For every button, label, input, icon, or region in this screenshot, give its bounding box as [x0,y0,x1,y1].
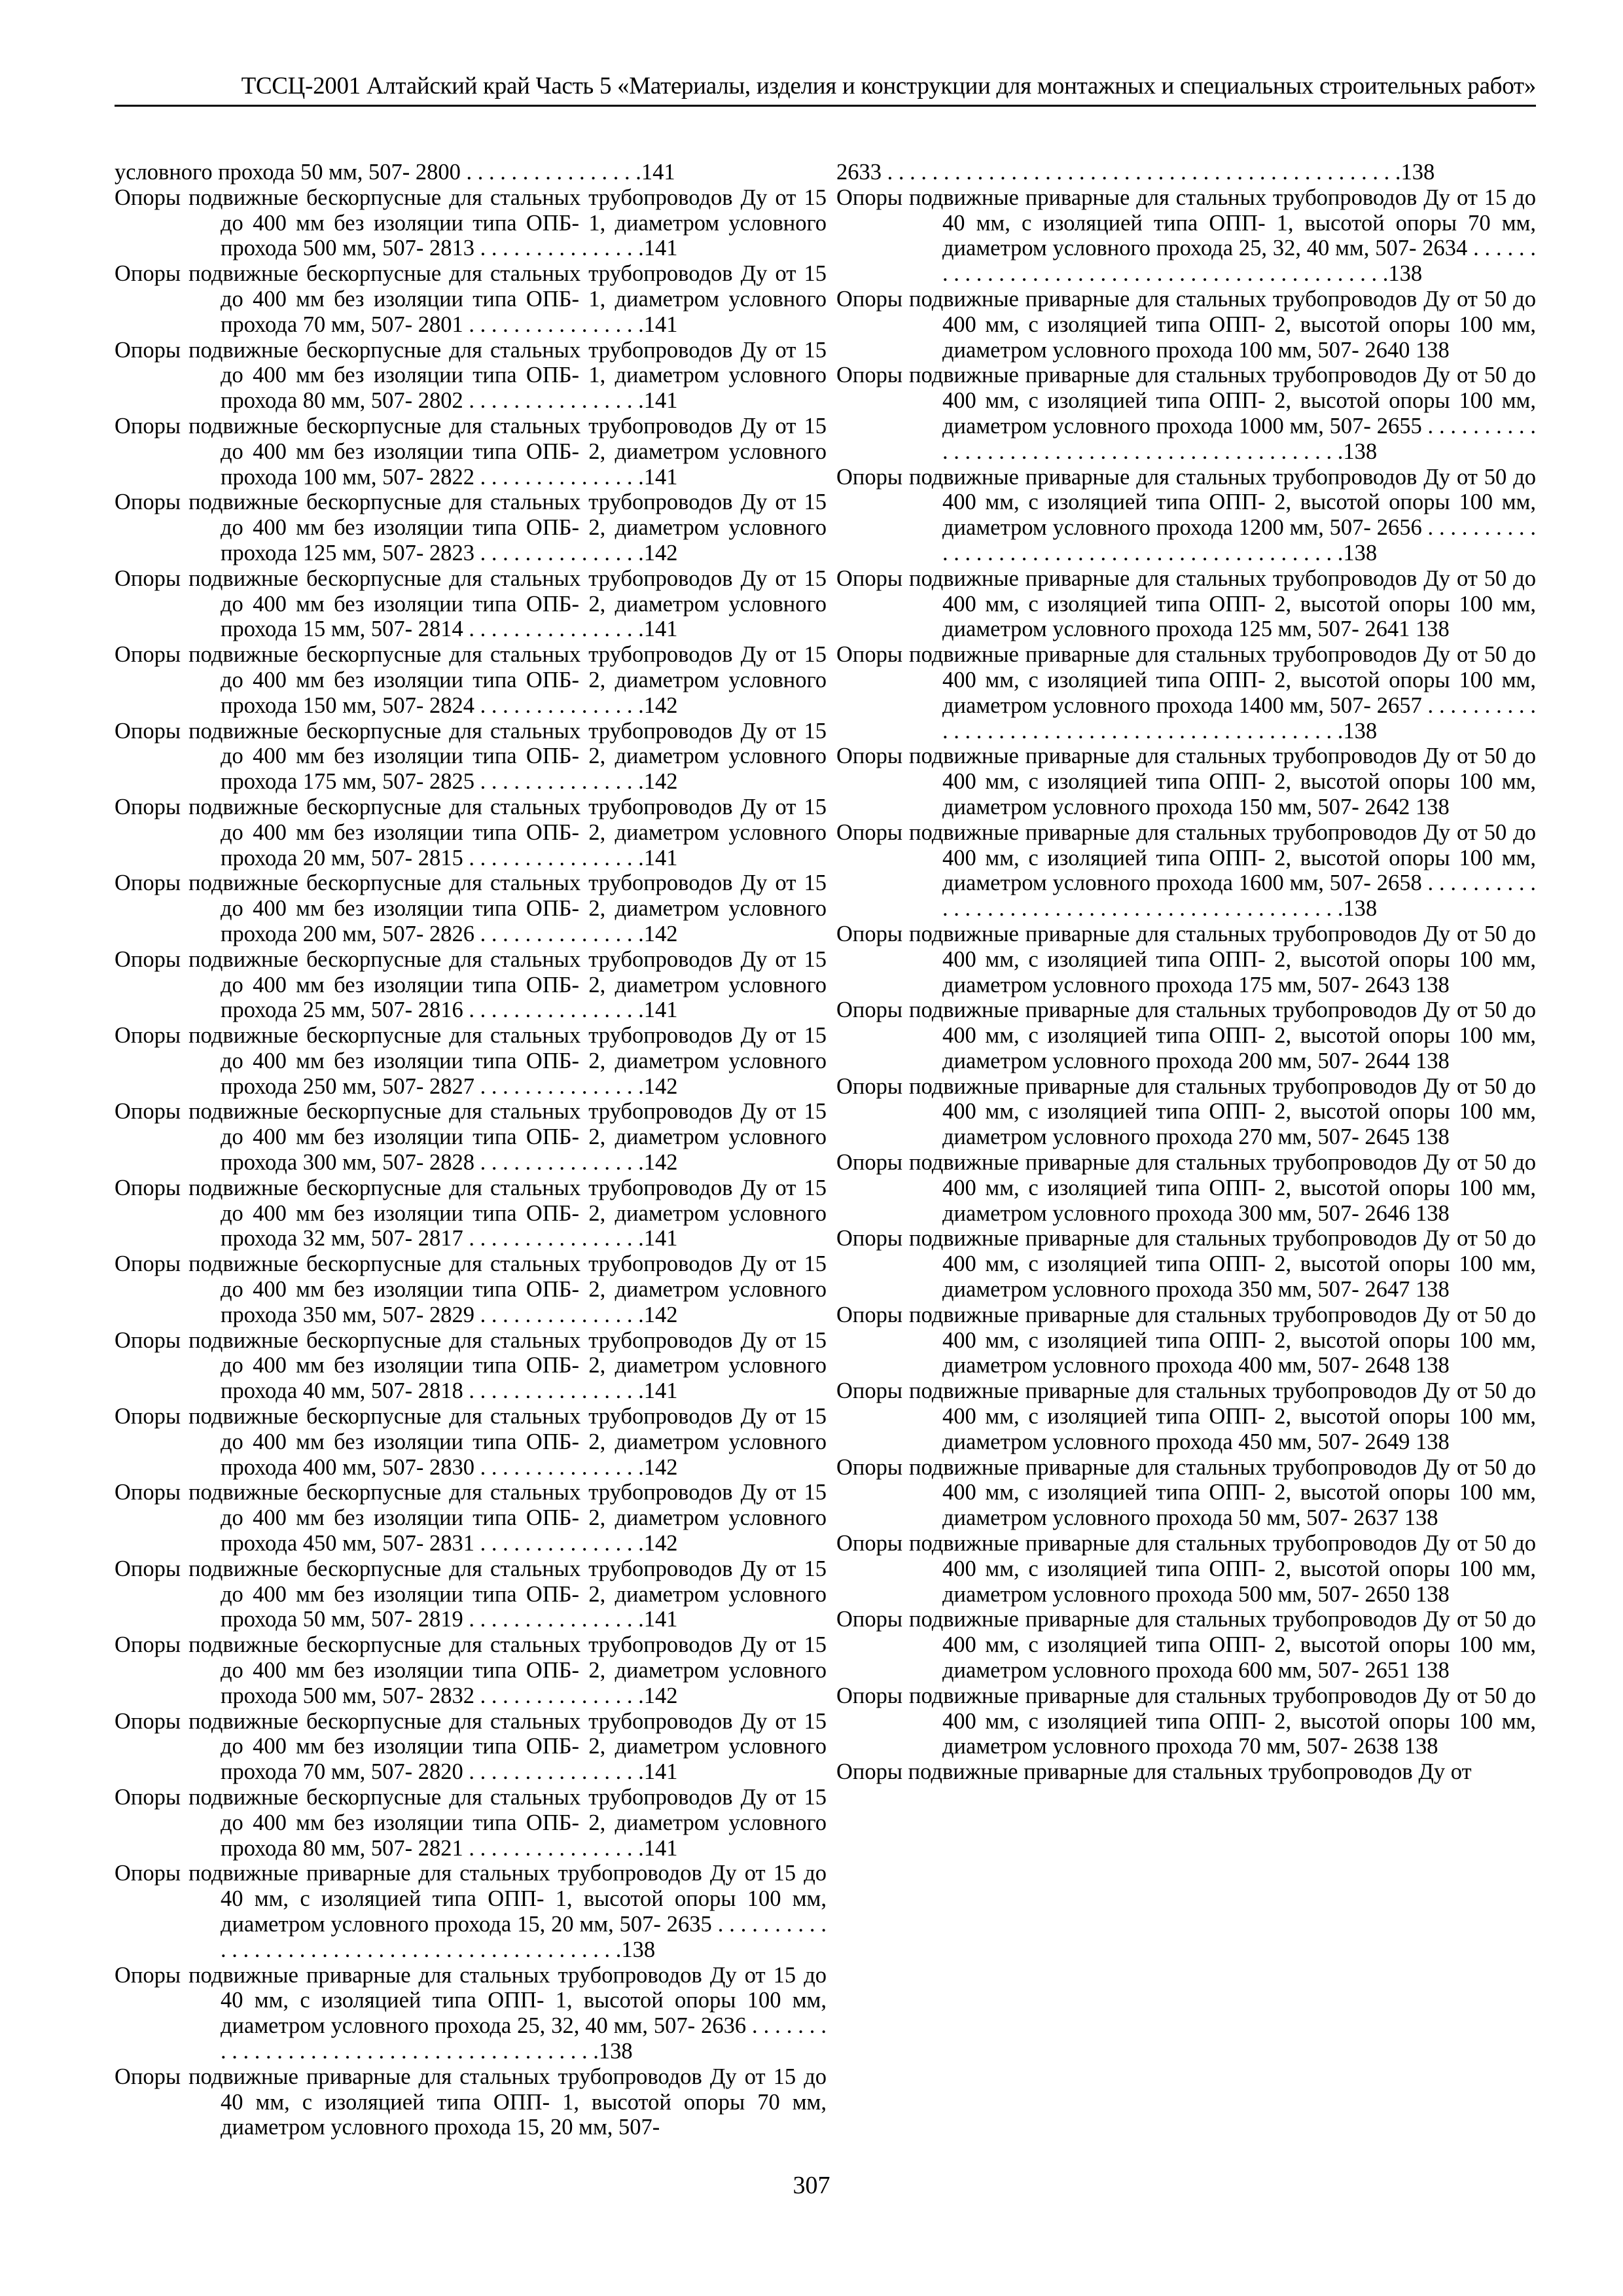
index-entry: Опоры подвижные приварные для стальных трубопроводов Ду от 50 до 400 мм, с изоляцией типа ОПП- 2, высотой опоры 100 мм, диаметром условного прохода 50 мм, 507- 2637 138 [836,1454,1536,1531]
index-entry: Опоры подвижные бескорпусные для стальных трубопроводов Ду от 15 до 400 мм без изоляции типа ОПБ- 2, диаметром условного прохода 150 мм, 507- 2824 . . . . . . . . . . . . . . .142 [115,642,827,718]
index-entry: Опоры подвижные приварные для стальных трубопроводов Ду от 50 до 400 мм, с изоляцией типа ОПП- 2, высотой опоры 100 мм, диаметром условного прохода 175 мм, 507- 2643 138 [836,921,1536,997]
index-entry: Опоры подвижные приварные для стальных трубопроводов Ду от 50 до 400 мм, с изоляцией типа ОПП- 2, высотой опоры 100 мм, диаметром условного прохода 1600 мм, 507- 2658 . . . . . . . . . . . . . . . . . . . . . . . . . . . . . . . . . . . . . . . . . . . . . .138 [836,819,1536,922]
index-entry: Опоры подвижные приварные для стальных трубопроводов Ду от 50 до 400 мм, с изоляцией типа ОПП- 2, высотой опоры 100 мм, диаметром условного прохода 1400 мм, 507- 2657 . . . . . . . . . . . . . . . . . . . . . . . . . . . . . . . . . . . . . . . . . . . . . .138 [836,642,1536,744]
index-entry: Опоры подвижные бескорпусные для стальных трубопроводов Ду от 15 до 400 мм без изоляции типа ОПБ- 2, диаметром условного прохода 70 мм, 507- 2820 . . . . . . . . . . . . . . . .141 [115,1708,827,1785]
index-entry: Опоры подвижные бескорпусные для стальных трубопроводов Ду от 15 до 400 мм без изоляции типа ОПБ- 2, диаметром условного прохода 50 мм, 507- 2819 . . . . . . . . . . . . . . . .141 [115,1556,827,1632]
index-entry: Опоры подвижные бескорпусные для стальных трубопроводов Ду от 15 до 400 мм без изоляции типа ОПБ- 2, диаметром условного прохода 25 мм, 507- 2816 . . . . . . . . . . . . . . . .141 [115,946,827,1023]
index-entry: 2633 . . . . . . . . . . . . . . . . . . . . . . . . . . . . . . . . . . . . . . . . . . . . . .138 [836,160,1435,185]
index-entry: Опоры подвижные приварные для стальных трубопроводов Ду от 50 до 400 мм, с изоляцией типа ОПП- 2, высотой опоры 100 мм, диаметром условного прохода 125 мм, 507- 2641 138 [836,565,1536,642]
index-entry: Опоры подвижные приварные для стальных трубопроводов Ду от 50 до 400 мм, с изоляцией типа ОПП- 2, высотой опоры 100 мм, диаметром условного прохода 400 мм, 507- 2648 138 [836,1302,1536,1378]
index-entry: Опоры подвижные приварные для стальных трубопроводов Ду от 50 до 400 мм, с изоляцией типа ОПП- 2, высотой опоры 100 мм, диаметром условного прохода 500 мм, 507- 2650 138 [836,1531,1536,1607]
index-entry: Опоры подвижные бескорпусные для стальных трубопроводов Ду от 15 до 400 мм без изоляции типа ОПБ- 2, диаметром условного прохода 20 мм, 507- 2815 . . . . . . . . . . . . . . . .141 [115,794,827,870]
index-entry: Опоры подвижные бескорпусные для стальных трубопроводов Ду от 15 до 400 мм без изоляции типа ОПБ- 2, диаметром условного прохода 300 мм, 507- 2828 . . . . . . . . . . . . . . .142 [115,1099,827,1175]
index-entry: Опоры подвижные приварные для стальных трубопроводов Ду от 50 до 400 мм, с изоляцией типа ОПП- 2, высотой опоры 100 мм, диаметром условного прохода 270 мм, 507- 2645 138 [836,1073,1536,1150]
index-entry: Опоры подвижные бескорпусные для стальных трубопроводов Ду от 15 до 400 мм без изоляции типа ОПБ- 2, диаметром условного прохода 125 мм, 507- 2823 . . . . . . . . . . . . . . .142 [115,490,827,565]
index-entry: Опоры подвижные бескорпусные для стальных трубопроводов Ду от 15 до 400 мм без изоляции типа ОПБ- 2, диаметром условного прохода 100 мм, 507- 2822 . . . . . . . . . . . . . . .141 [115,413,827,490]
index-entry: Опоры подвижные приварные для стальных трубопроводов Ду от 50 до 400 мм, с изоляцией типа ОПП- 2, высотой опоры 100 мм, диаметром условного прохода 1200 мм, 507- 2656 . . . . . . . . . . . . . . . . . . . . . . . . . . . . . . . . . . . . . . . . . . . . . .138 [836,464,1536,565]
index-entry: Опоры подвижные приварные для стальных трубопроводов Ду от 50 до 400 мм, с изоляцией типа ОПП- 2, высотой опоры 100 мм, диаметром условного прохода 150 мм, 507- 2642 138 [836,744,1536,819]
index-entry: Опоры подвижные приварные для стальных трубопроводов Ду от 15 до 40 мм, с изоляцией типа ОПП- 1, высотой опоры 70 мм, диаметром условного прохода 15, 20 мм, 507- [115,2064,827,2140]
page-header: ТССЦ-2001 Алтайский край Часть 5 «Материалы, изделия и конструкции для монтажных и специальных строительных работ» [241,73,1536,99]
index-entry: Опоры подвижные бескорпусные для стальных трубопроводов Ду от 15 до 400 мм без изоляции типа ОПБ- 1, диаметром условного прохода 70 мм, 507- 2801 . . . . . . . . . . . . . . . .141 [115,261,827,337]
index-entry: Опоры подвижные бескорпусные для стальных трубопроводов Ду от 15 до 400 мм без изоляции типа ОПБ- 1, диаметром условного прохода 80 мм, 507- 2802 . . . . . . . . . . . . . . . .141 [115,337,827,414]
page-number: 307 [793,2172,830,2199]
index-entry: Опоры подвижные приварные для стальных трубопроводов Ду от 15 до 40 мм, с изоляцией типа ОПП- 1, высотой опоры 70 мм, диаметром условного прохода 25, 32, 40 мм, 507- 2634 . . . . . . . . . . . . . . . . . . . . . . . . . . . . . . . . . . . . . . . . . . . . . .138 [836,185,1536,287]
header-rule [115,105,1536,107]
index-entry: Опоры подвижные бескорпусные для стальных трубопроводов Ду от 15 до 400 мм без изоляции типа ОПБ- 2, диаметром условного прохода 15 мм, 507- 2814 . . . . . . . . . . . . . . . .141 [115,565,827,642]
index-entry: Опоры подвижные приварные для стальных трубопроводов Ду от 15 до 40 мм, с изоляцией типа ОПП- 1, высотой опоры 100 мм, диаметром условного прохода 25, 32, 40 мм, 507- 2636 . . . . . . . . . . . . . . . . . . . . . . . . . . . . . . . . . . . . . . . . .138 [115,1962,827,2064]
index-entry: Опоры подвижные приварные для стальных трубопроводов Ду от 50 до 400 мм, с изоляцией типа ОПП- 2, высотой опоры 100 мм, диаметром условного прохода 200 мм, 507- 2644 138 [836,997,1536,1073]
index-entry: Опоры подвижные бескорпусные для стальных трубопроводов Ду от 15 до 400 мм без изоляции типа ОПБ- 2, диаметром условного прохода 200 мм, 507- 2826 . . . . . . . . . . . . . . .142 [115,870,827,946]
index-entry: Опоры подвижные приварные для стальных трубопроводов Ду от 50 до 400 мм, с изоляцией типа ОПП- 2, высотой опоры 100 мм, диаметром условного прохода 350 мм, 507- 2647 138 [836,1226,1536,1302]
index-entry: Опоры подвижные приварные для стальных трубопроводов Ду от 50 до 400 мм, с изоляцией типа ОПП- 2, высотой опоры 100 мм, диаметром условного прохода 300 мм, 507- 2646 138 [836,1150,1536,1226]
index-entry: Опоры подвижные бескорпусные для стальных трубопроводов Ду от 15 до 400 мм без изоляции типа ОПБ- 2, диаметром условного прохода 500 мм, 507- 2832 . . . . . . . . . . . . . . .142 [115,1632,827,1708]
index-entry: Опоры подвижные бескорпусные для стальных трубопроводов Ду от 15 до 400 мм без изоляции типа ОПБ- 2, диаметром условного прохода 250 мм, 507- 2827 . . . . . . . . . . . . . . .142 [115,1023,827,1099]
index-entry: Опоры подвижные бескорпусные для стальных трубопроводов Ду от 15 до 400 мм без изоляции типа ОПБ- 2, диаметром условного прохода 32 мм, 507- 2817 . . . . . . . . . . . . . . . .141 [115,1175,827,1251]
index-entry: Опоры подвижные приварные для стальных трубопроводов Ду от 50 до 400 мм, с изоляцией типа ОПП- 2, высотой опоры 100 мм, диаметром условного прохода 1000 мм, 507- 2655 . . . . . . . . . . . . . . . . . . . . . . . . . . . . . . . . . . . . . . . . . . . . . .138 [836,363,1536,464]
index-entry: Опоры подвижные бескорпусные для стальных трубопроводов Ду от 15 до 400 мм без изоляции типа ОПБ- 2, диаметром условного прохода 175 мм, 507- 2825 . . . . . . . . . . . . . . .142 [115,718,827,795]
index-entry: Опоры подвижные приварные для стальных трубопроводов Ду от [836,1759,1472,1785]
index-column-right [836,160,1536,1785]
index-entry: Опоры подвижные бескорпусные для стальных трубопроводов Ду от 15 до 400 мм без изоляции типа ОПБ- 2, диаметром условного прохода 400 мм, 507- 2830 . . . . . . . . . . . . . . .142 [115,1404,827,1480]
index-entry: Опоры подвижные бескорпусные для стальных трубопроводов Ду от 15 до 400 мм без изоляции типа ОПБ- 2, диаметром условного прохода 80 мм, 507- 2821 . . . . . . . . . . . . . . . .141 [115,1785,827,1861]
index-entry: Опоры подвижные приварные для стальных трубопроводов Ду от 50 до 400 мм, с изоляцией типа ОПП- 2, высотой опоры 100 мм, диаметром условного прохода 450 мм, 507- 2649 138 [836,1378,1536,1454]
index-entry: Опоры подвижные приварные для стальных трубопроводов Ду от 50 до 400 мм, с изоляцией типа ОПП- 2, высотой опоры 100 мм, диаметром условного прохода 70 мм, 507- 2638 138 [836,1683,1536,1759]
index-entry: Опоры подвижные бескорпусные для стальных трубопроводов Ду от 15 до 400 мм без изоляции типа ОПБ- 1, диаметром условного прохода 500 мм, 507- 2813 . . . . . . . . . . . . . . .141 [115,185,827,261]
index-entry: Опоры подвижные приварные для стальных трубопроводов Ду от 50 до 400 мм, с изоляцией типа ОПП- 2, высотой опоры 100 мм, диаметром условного прохода 600 мм, 507- 2651 138 [836,1607,1536,1683]
index-column-left [115,160,827,2140]
index-entry: Опоры подвижные бескорпусные для стальных трубопроводов Ду от 15 до 400 мм без изоляции типа ОПБ- 2, диаметром условного прохода 450 мм, 507- 2831 . . . . . . . . . . . . . . .142 [115,1480,827,1556]
index-entry: Опоры подвижные приварные для стальных трубопроводов Ду от 15 до 40 мм, с изоляцией типа ОПП- 1, высотой опоры 100 мм, диаметром условного прохода 15, 20 мм, 507- 2635 . . . . . . . . . . . . . . . . . . . . . . . . . . . . . . . . . . . . . . . . . . . . . .138 [115,1861,827,1962]
index-entry: Опоры подвижные бескорпусные для стальных трубопроводов Ду от 15 до 400 мм без изоляции типа ОПБ- 2, диаметром условного прохода 40 мм, 507- 2818 . . . . . . . . . . . . . . . .141 [115,1327,827,1404]
index-entry: Опоры подвижные бескорпусные для стальных трубопроводов Ду от 15 до 400 мм без изоляции типа ОПБ- 2, диаметром условного прохода 350 мм, 507- 2829 . . . . . . . . . . . . . . .142 [115,1251,827,1327]
index-entry: Опоры подвижные приварные для стальных трубопроводов Ду от 50 до 400 мм, с изоляцией типа ОПП- 2, высотой опоры 100 мм, диаметром условного прохода 100 мм, 507- 2640 138 [836,286,1536,363]
index-entry: условного прохода 50 мм, 507- 2800 . . . . . . . . . . . . . . . .141 [115,160,675,185]
